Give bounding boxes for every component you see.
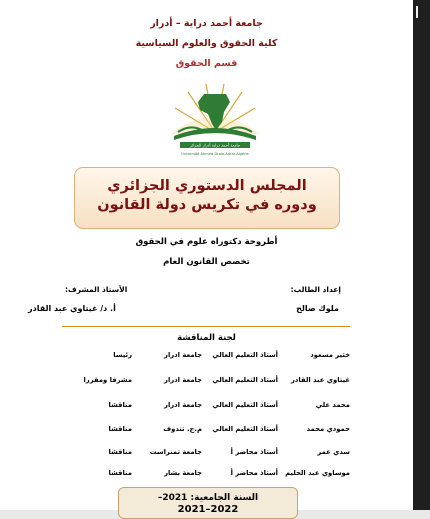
divider: [62, 326, 350, 327]
university-name: جامعة أحمد دراية – أدرار: [150, 18, 263, 29]
university-logo: [160, 80, 270, 160]
committee-row: [58, 425, 350, 437]
student-label: إعداد الطالب:: [290, 285, 341, 294]
member-university: جامعة ادرار: [164, 376, 202, 384]
member-name: موساوي عبد الحليم: [285, 469, 350, 477]
committee-row: [58, 448, 350, 460]
thesis-specialty: تخصص القانون العام: [163, 257, 250, 267]
institution-header: [0, 14, 413, 74]
committee-row: [58, 469, 350, 481]
member-university: جامعة ادرار: [164, 401, 202, 409]
member-name: خثير مسعود: [310, 351, 350, 359]
thesis-title-line1: المجلس الدستوري الجزائري: [107, 178, 307, 194]
member-name: غيتاوي عبد القادر: [290, 376, 350, 384]
committee-row: [58, 351, 350, 363]
thesis-title-line2: ودوره في تكريس دولة القانون: [97, 197, 317, 213]
member-role: رئيسا: [113, 351, 132, 359]
member-rank: أستاذ محاضر أ: [230, 448, 278, 456]
member-role: مناقشا: [108, 469, 132, 477]
member-university: جامعة تمنراست: [149, 448, 202, 456]
department-name: قسم الحقوق: [175, 58, 238, 69]
logo-caption-ar: جامعة أحمد دراية أدرار الجزائر: [189, 142, 241, 148]
member-rank: أستاذ محاضر أ: [230, 469, 278, 477]
member-role: مناقشا: [108, 448, 132, 456]
member-university: جامعة بشار: [164, 469, 202, 477]
member-rank: أستاذ التعليم العالي: [212, 425, 278, 433]
member-name: محمد علي: [315, 401, 350, 409]
academic-year-label: السنة الجامعية: 2021–: [157, 493, 259, 503]
scroll-marker: [416, 6, 418, 18]
member-university: م.ج. تندوف: [163, 425, 202, 433]
supervisor-label: الأستاذ المشرف:: [65, 285, 128, 294]
academic-year-box: [118, 487, 298, 519]
academic-year-value: 2022–2021: [177, 504, 239, 515]
committee-row: [58, 401, 350, 413]
committee-row: [58, 376, 350, 388]
student-name: ملوك صالح: [296, 304, 339, 313]
member-rank: أستاذ التعليم العالي: [212, 401, 278, 409]
faculty-name: كلية الحقوق والعلوم السياسية: [135, 38, 278, 49]
member-rank: أستاذ التعليم العالي: [212, 351, 278, 359]
thesis-type: أطروحة دكتوراه علوم في الحقوق: [135, 237, 278, 247]
member-name: سدي عمر: [317, 448, 350, 456]
member-rank: أستاذ التعليم العالي: [212, 376, 278, 384]
member-role: مناقشا: [108, 425, 132, 433]
member-role: مناقشا: [108, 401, 132, 409]
supervisor-name: أ. د/ غيتاوي عبد القادر: [28, 304, 116, 313]
thesis-title-box: [74, 167, 340, 229]
member-name: حمودي محمد: [306, 425, 350, 433]
member-university: جامعة ادرار: [164, 351, 202, 359]
committee-title: لجنة المناقشة: [177, 333, 236, 343]
viewer-scrollbar[interactable]: [413, 0, 430, 510]
logo-caption-fr: Université Ahmed Draia-Adrar-Algérie: [181, 152, 249, 156]
member-role: مشرفا ومقررا: [83, 376, 132, 384]
